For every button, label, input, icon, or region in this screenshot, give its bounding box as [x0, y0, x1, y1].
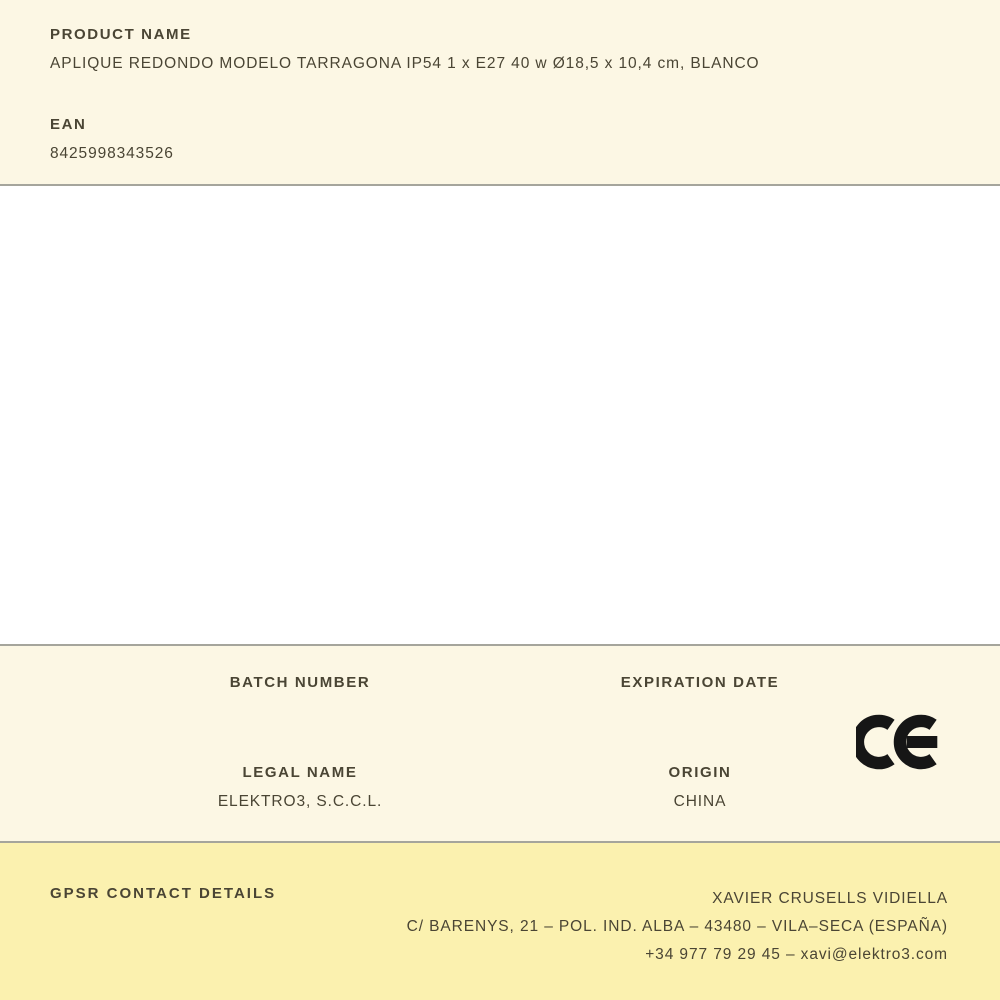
legal-name-label: LEGAL NAME [242, 764, 358, 781]
contact-address: C/ BARENYS, 21 – POL. IND. ALBA – 43480 – VILA–SECA (ESPAÑA) [406, 918, 948, 935]
legal-name-value: ELEKTRO3, S.C.C.L. [217, 793, 383, 810]
gpsr-contact-label: GPSR CONTACT DETAILS [50, 885, 277, 902]
product-info-section [0, 0, 1000, 184]
origin-value: CHINA [673, 793, 727, 810]
contact-phone-email: +34 977 79 29 45 – xavi@elektro3.com [645, 946, 948, 963]
product-image-area [0, 186, 1000, 644]
expiration-date-label: EXPIRATION DATE [620, 674, 780, 691]
batch-number-label: BATCH NUMBER [229, 674, 371, 691]
details-section [0, 646, 1000, 841]
ean-value: 8425998343526 [50, 145, 174, 162]
gpsr-contact-lines [407, 885, 948, 969]
origin-label: ORIGIN [668, 764, 732, 781]
contact-person-name: XAVIER CRUSELLS VIDIELLA [712, 890, 948, 907]
ean-label: EAN [50, 116, 87, 133]
ce-mark-icon [856, 710, 944, 774]
product-name-value: APLIQUE REDONDO MODELO TARRAGONA IP54 1 x E27 40 w Ø18,5 x 10,4 cm, BLANCO [50, 55, 760, 72]
product-name-label: PRODUCT NAME [50, 26, 192, 43]
gpsr-contact-section [0, 843, 1000, 1000]
